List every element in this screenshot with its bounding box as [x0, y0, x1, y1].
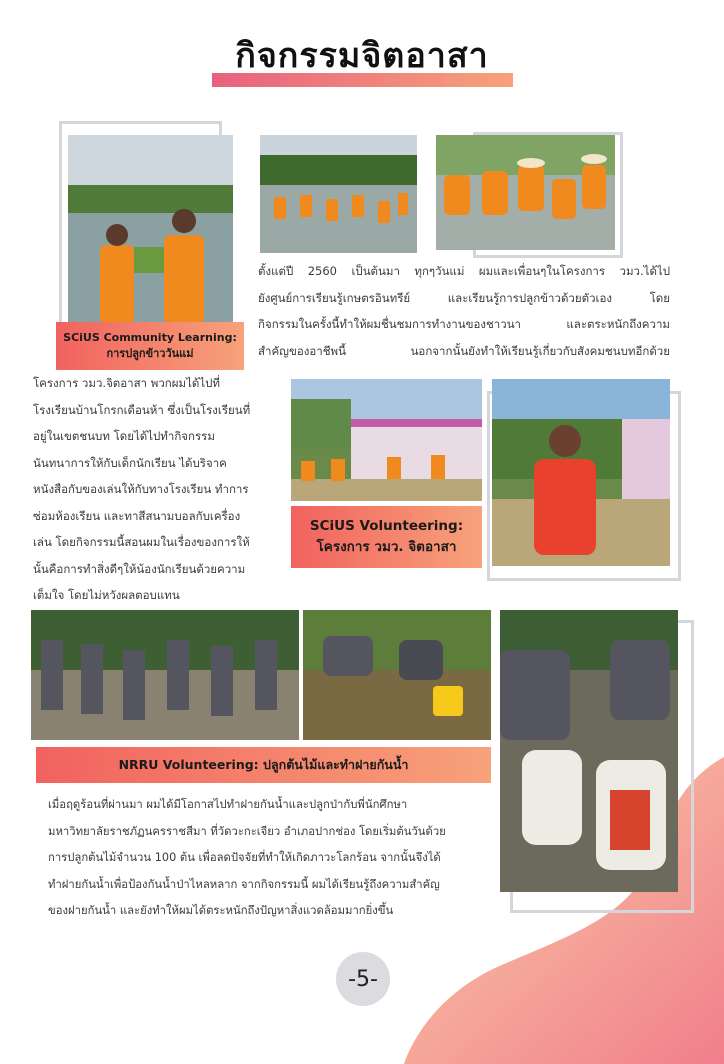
section3-paragraph	[48, 792, 488, 925]
photo-student-portrait	[492, 379, 670, 566]
section2-line: นั้นคือการทำสิ่งดีๆให้น้องนักเรียนด้วยความ	[33, 561, 246, 576]
photo-school-painting	[291, 379, 482, 501]
section3-line: ทำฝายกันน้ำเพื่อป้องกันน้ำป่าไหลหลาก จากกิจกรรมนี้ ผมได้เรียนรู้ถึงความสำคัญ	[48, 877, 440, 891]
section1-paragraph	[258, 258, 670, 364]
section3-label	[36, 747, 491, 783]
section2-line: เล่น โดยกิจกรรมนี้สอนผมในเรื่องของการให้	[33, 535, 250, 549]
section1-label-line2: การปลูกข้าววันแม่	[106, 347, 194, 360]
section3-line: การปลูกต้นไม้จำนวน 100 ต้น เพื่อลดปัจจัยที่ทำให้เกิดภาวะโลกร้อน จากนั้นจึงได้	[48, 851, 441, 864]
section2-line: หนังสือกับของเล่นให้กับทางโรงเรียน ทำการ	[33, 482, 249, 496]
section1-line: ยังศูนย์การเรียนรู้เกษตรอินทรีย์ และเรียนรู้การปลูกข้าวด้วยตัวเอง โดย	[258, 290, 670, 305]
photo-sandbag-weir	[500, 610, 678, 892]
section3-label-text: NRRU Volunteering: ปลูกต้นไม้และทำฝายกันน้ำ	[118, 757, 409, 772]
section1-line: สำคัญของอาชีพนี้ นอกจากนั้นยังทำให้เรียนรู้เกี่ยวกับสังคมชนบทอีกด้วย	[258, 343, 670, 358]
section2-paragraph	[33, 370, 288, 609]
section2-label-line2: โครงการ วมว. จิตอาสา	[316, 539, 457, 555]
section2-line: เต็มใจ โดยไม่หวังผลตอบแทน	[33, 588, 180, 602]
section2-line: อยู่ในเขตชนบท โดยได้ไปทำกิจกรรม	[33, 429, 215, 443]
photo-rice-planting-portrait	[68, 135, 233, 323]
section2-label	[291, 506, 482, 568]
section2-line: นันทนาการให้กับเด็กนักเรียน ได้บริจาค	[33, 455, 227, 470]
section3-line: เมื่อฤดูร้อนที่ผ่านมา ผมได้มีโอกาสไปทำฝายกันน้ำและปลูกป่ากับพี่นักศึกษา	[48, 798, 408, 811]
page-title: กิจกรรมจิตอาสา	[235, 36, 489, 76]
section2-line: โรงเรียนบ้านโกรกเดือนห้า ซึ่งเป็นโรงเรียนที่	[33, 402, 251, 417]
section3-line: มหาวิทยาลัยราชภัฏนครราชสีมา ที่วัดวะกะเจียว อำเภอปากช่อง โดยเริ่มต้นวันด้วย	[48, 824, 446, 838]
section1-label-line1: SCiUS Community Learning:	[63, 331, 237, 344]
photo-rice-field-group	[260, 135, 417, 253]
photo-planting-seedlings	[303, 610, 491, 740]
section3-line: ของฝายกันน้ำ และยังทำให้ผมได้ตระหนักถึงปัญหาสิ่งแวดล้อมมากยิ่งขึ้น	[48, 904, 394, 917]
section1-label	[56, 322, 244, 370]
section2-label-line1: SCiUS Volunteering:	[309, 518, 464, 534]
page-number: -5-	[336, 952, 390, 1006]
section1-line: กิจกรรมในครั้งนี้ทำให้ผมชื่นชมการทำงานของชาวนา และตระหนักถึงความ	[258, 317, 670, 331]
photo-tree-planting-group	[31, 610, 299, 740]
section2-line: โครงการ วมว.จิตอาสา พวกผมได้ไปที่	[33, 376, 221, 390]
section2-line: ซ่อมห้องเรียน และทาสีสนามบอลกับเครื่อง	[33, 508, 241, 523]
section1-line: ตั้งแต่ปี 2560 เป็นต้นมา ทุกๆวันแม่ ผมและเพื่อนๆในโครงการ วมว.ได้ไป	[258, 264, 670, 278]
photo-rice-field-closeup	[436, 135, 615, 250]
